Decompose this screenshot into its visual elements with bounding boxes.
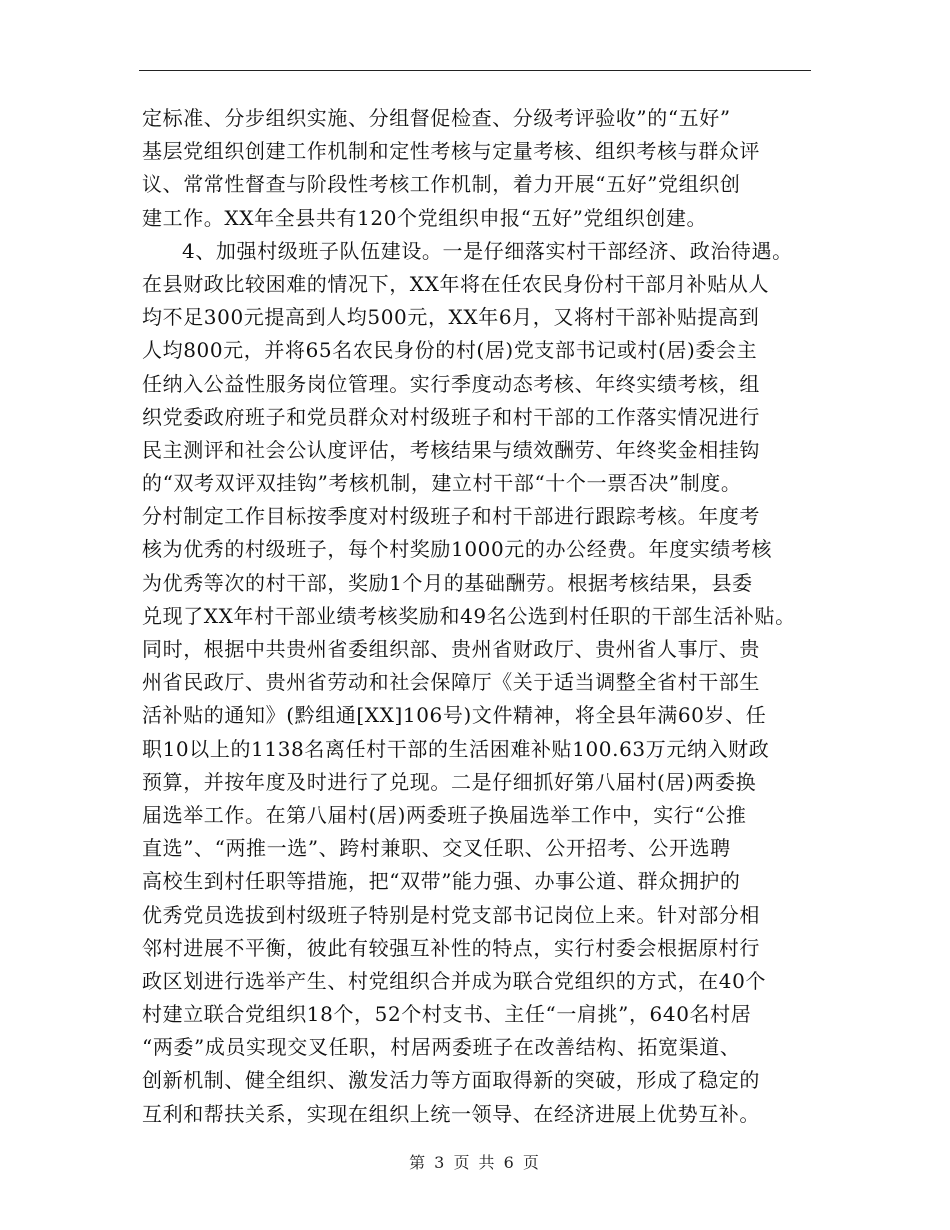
text-line: 议、常常性督查与阶段性考核工作机制，着力开展“五好”党组织创 bbox=[142, 172, 741, 197]
text-line: 直选”、“两推一选”、跨村兼职、交叉任职、公开招考、公开选聘 bbox=[142, 836, 731, 861]
text-line: 同时，根据中共贵州省委组织部、贵州省财政厅、贵州省人事厅、贵 bbox=[142, 637, 760, 661]
text-line: 州省民政厅、贵州省劳动和社会保障厅《关于适当调整全省村干部生 bbox=[142, 670, 760, 695]
text-line: 兑现了XX年村干部业绩考核奖励和49名公选到村任职的干部生活补贴。 bbox=[142, 603, 796, 628]
text-line: 预算，并按年度及时进行了兑现。二是仔细抓好第八届村(居)两委换 bbox=[142, 769, 757, 794]
text-line: 政区划进行选举产生、村党组织合并成为联合党组织的方式，在40个 bbox=[142, 968, 767, 993]
text-line: 核为优秀的村级班子，每个村奖励1000元的办公经费。年度实绩考核 bbox=[142, 537, 773, 562]
text-line: 基层党组织创建工作机制和定性考核与定量考核、组织考核与群众评 bbox=[142, 139, 760, 164]
document-body bbox=[142, 102, 842, 1131]
page-number-footer: 第 3 页 共 6 页 bbox=[409, 1153, 541, 1172]
header-rule bbox=[139, 70, 811, 71]
text-line: 为优秀等次的村干部，奖励1个月的基础酬劳。根据考核结果，县委 bbox=[142, 570, 753, 595]
text-line: “两委”成员实现交叉任职，村居两委班子在改善结构、拓宽渠道、 bbox=[142, 1035, 741, 1060]
text-line: 定标准、分步组织实施、分组督促检查、分级考评验收”的“五好” bbox=[142, 106, 731, 130]
text-line: 创新机制、健全组织、激发活力等方面取得新的突破，形成了稳定的 bbox=[142, 1068, 760, 1093]
text-line: 在县财政比较困难的情况下，XX年将在任农民身份村干部月补贴从人 bbox=[142, 271, 770, 296]
text-line: 高校生到村任职等措施，把“双带”能力强、办事公道、群众拥护的 bbox=[142, 869, 741, 894]
text-line: 民主测评和社会公认度评估，考核结果与绩效酬劳、年终奖金相挂钩 bbox=[142, 437, 760, 462]
text-line: 职10以上的1138名离任村干部的生活困难补贴100.63万元纳入财政 bbox=[142, 736, 770, 761]
text-line: 分村制定工作目标按季度对村级班子和村干部进行跟踪考核。年度考 bbox=[142, 504, 760, 529]
text-line: 均不足300元提高到人均500元，XX年6月，又将村干部补贴提高到 bbox=[142, 305, 760, 330]
text-line: 届选举工作。在第八届村(居)两委班子换届选举工作中，实行“公推 bbox=[142, 802, 747, 827]
text-line: 优秀党员选拔到村级班子特别是村党支部书记岗位上来。针对部分相 bbox=[142, 902, 760, 927]
text-line: 织党委政府班子和党员群众对村级班子和村干部的工作落实情况进行 bbox=[142, 404, 760, 429]
text-line: 互利和帮扶关系，实现在组织上统一领导、在经济进展上优势互补。 bbox=[142, 1101, 760, 1126]
text-line: 人均800元，并将65名农民身份的村(居)党支部书记或村(居)委会主 bbox=[142, 338, 758, 363]
text-line: 活补贴的通知》(黔组通[XX]106号)文件精神，将全县年满60岁、任 bbox=[142, 703, 767, 728]
text-line: 建工作。XX年全县共有120个党组织申报“五好”党组织创建。 bbox=[142, 205, 708, 230]
text-line: 邻村进展不平衡，彼此有较强互补性的特点，实行村委会根据原村行 bbox=[142, 935, 760, 960]
text-line: 村建立联合党组织18个，52个村支书、主任“一肩挑”，640名村居 bbox=[142, 1002, 752, 1027]
text-line: 任纳入公益性服务岗位管理。实行季度动态考核、年终实绩考核，组 bbox=[142, 371, 760, 396]
text-line: 的“双考双评双挂钩”考核机制，建立村干部“十个一票否决”制度。 bbox=[142, 471, 742, 496]
paragraph-start-line: 4、加强村级班子队伍建设。一是仔细落实村干部经济、政治待遇。 bbox=[182, 238, 793, 263]
